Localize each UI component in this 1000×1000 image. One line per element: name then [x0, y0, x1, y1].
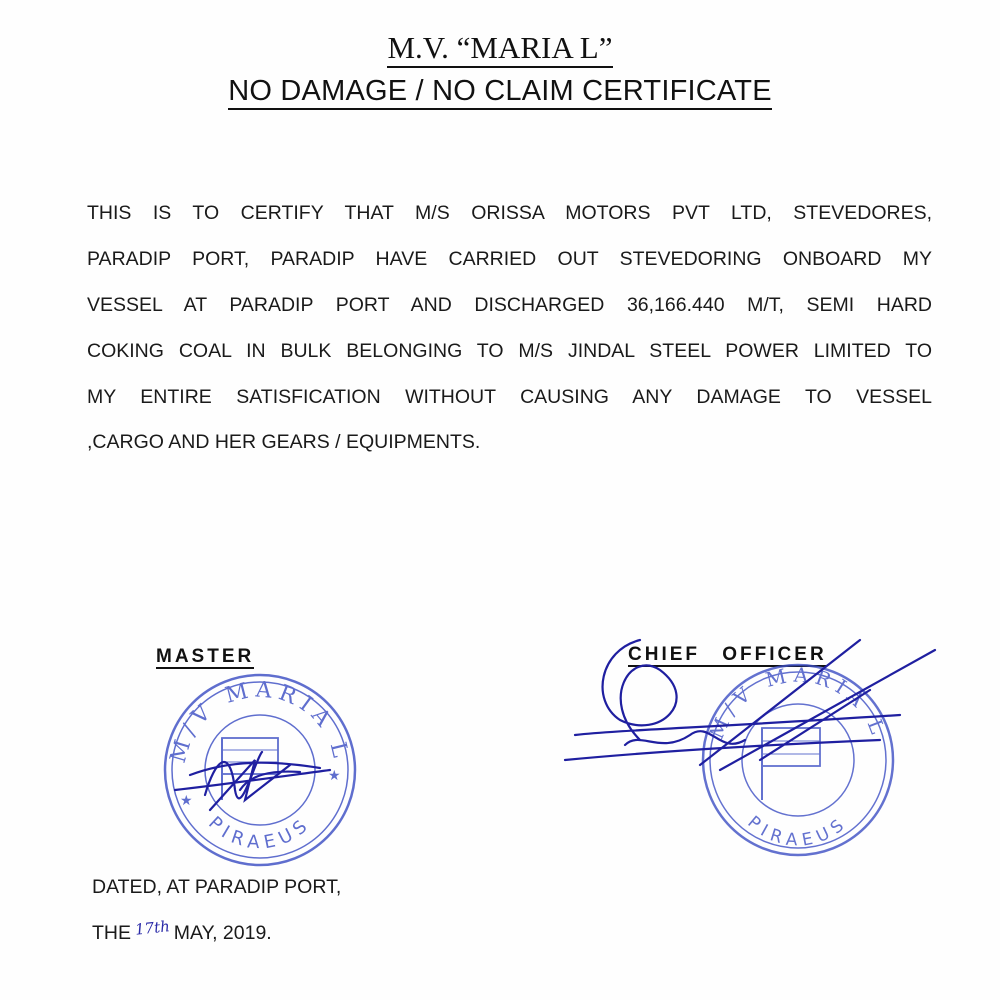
body-line-6: ,CARGO AND HER GEARS / EQUIPMENTS. — [87, 431, 481, 453]
master-signature-label: MASTER — [156, 646, 255, 667]
vessel-name-text: M.V. “MARIA L” — [387, 30, 612, 68]
dated-place-line: DATED, AT PARADIP PORT, — [92, 876, 342, 898]
certificate-title — [0, 72, 1000, 110]
dated-date-line — [92, 917, 272, 945]
svg-text:M/V MARIA L: M/V MARIA L — [703, 662, 892, 743]
body-line-2: PARADIP PORT, PARADIP HAVE CARRIED OUT STEVEDORING ONBOARD MY — [87, 248, 932, 270]
master-signature — [175, 752, 330, 810]
svg-text:M/V MARIA L: M/V MARIA L — [165, 677, 354, 766]
date-prefix: THE — [92, 922, 131, 944]
body-line-1: THIS IS TO CERTIFY THAT M/S ORISSA MOTORS PVT LTD, STEVEDORES, — [87, 202, 932, 224]
svg-text:PIRAEUS: PIRAEUS — [743, 812, 853, 851]
date-month-year: MAY, 2019. — [173, 922, 272, 944]
body-line-4: COKING COAL IN BULK BELONGING TO M/S JINDAL STEEL POWER LIMITED TO — [87, 340, 932, 362]
svg-text:PIRAEUS: PIRAEUS — [204, 812, 316, 854]
chief-officer-signature-label: CHIEF OFFICER — [628, 644, 827, 665]
svg-text:★: ★ — [328, 769, 341, 784]
vessel-name-heading — [0, 28, 1000, 68]
handwritten-day: 17th — [134, 917, 171, 939]
body-line-3: VESSEL AT PARADIP PORT AND DISCHARGED 36,166.440 M/T, SEMI HARD — [87, 294, 932, 316]
body-line-5: MY ENTIRE SATISFICATION WITHOUT CAUSING ANY DAMAGE TO VESSEL — [87, 386, 932, 408]
chief-officer-stamp — [703, 662, 893, 855]
certificate-title-text: NO DAMAGE / NO CLAIM CERTIFICATE — [228, 75, 772, 110]
master-stamp — [165, 675, 355, 865]
svg-text:★: ★ — [180, 794, 193, 809]
